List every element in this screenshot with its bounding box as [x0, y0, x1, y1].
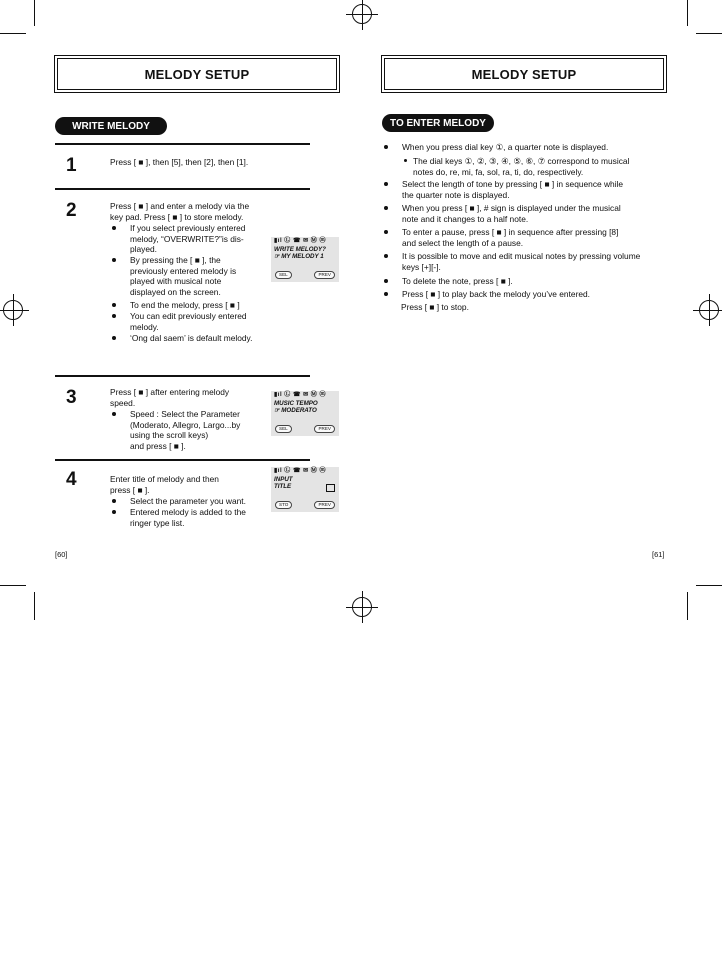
crop-mark	[696, 33, 722, 34]
soft-key-right: PREV	[314, 271, 335, 279]
text-line: note and it changes to a half note.	[402, 213, 529, 224]
text-line: Enter title of melody and then	[110, 474, 219, 484]
crop-mark	[687, 0, 688, 26]
bullet	[384, 279, 388, 283]
screen-line-2: ☞ MY MELODY 1	[274, 253, 324, 260]
soft-key-right: PREV	[314, 501, 335, 509]
step-divider	[55, 459, 310, 461]
text-line: The dial keys ①, ②, ③, ④, ⑤, ⑥, ⑦ correspond to musical	[413, 156, 630, 166]
bullet	[112, 314, 116, 318]
text-line: melody, “OVERWRITE?”is dis-	[130, 233, 244, 244]
list-item	[130, 255, 236, 297]
text-line: ringer type list.	[130, 517, 185, 528]
soft-key-right: PREV	[314, 425, 335, 433]
bullet	[112, 258, 116, 262]
step-number: 1	[66, 155, 77, 176]
registration-mark	[352, 597, 372, 617]
list-item	[402, 289, 590, 300]
list-item	[402, 251, 640, 272]
step-divider	[55, 188, 310, 190]
phone-screen-write-melody	[271, 237, 339, 282]
step-4-text	[110, 474, 270, 495]
page-number-right: [61]	[652, 550, 665, 559]
right-page-header	[381, 55, 667, 93]
list-item	[130, 409, 240, 451]
text-line: and select the length of a pause.	[402, 237, 524, 248]
list-item	[130, 333, 252, 344]
text-line: the quarter note is displayed.	[402, 189, 510, 200]
bullet	[384, 182, 388, 186]
step-number: 3	[66, 387, 77, 408]
left-page-title: MELODY SETUP	[57, 58, 337, 90]
crop-mark	[0, 585, 26, 586]
bullet	[384, 145, 388, 149]
text-line: melody.	[130, 321, 159, 332]
text-line: It is possible to move and edit musical notes by pressing volume	[402, 251, 641, 261]
text-line: Press [ ■ ], then [5], then [2], then [1].	[110, 157, 249, 167]
crop-mark	[696, 585, 722, 586]
text-line: Select the parameter you want.	[130, 496, 246, 506]
step-number: 4	[66, 469, 77, 490]
bullet	[384, 230, 388, 234]
list-item	[402, 203, 621, 224]
list-item	[401, 302, 469, 313]
right-page-title: MELODY SETUP	[384, 58, 664, 90]
left-page-header	[54, 55, 340, 93]
text-line: When you press dial key ①, a quarter note is displayed.	[402, 142, 609, 152]
list-item	[130, 507, 246, 528]
screen-line-1: WRITE MELODY?	[274, 246, 326, 253]
text-line: By pressing the [ ■ ], the	[130, 255, 221, 265]
registration-mark	[699, 300, 719, 320]
text-line: Press [ ■ ] to stop.	[401, 302, 469, 312]
bullet	[112, 510, 116, 514]
text-line: You can edit previously entered	[130, 311, 247, 321]
text-line: Speed : Select the Parameter	[130, 409, 240, 419]
text-line: Entered melody is added to the	[130, 507, 246, 517]
text-line: previously entered melody is	[130, 265, 237, 276]
text-line: To end the melody, press [ ■ ]	[130, 300, 240, 310]
bullet	[384, 292, 388, 296]
phone-screen-input-title	[271, 467, 339, 512]
status-icons: ▮ıl Ⓛ ☎ ✉ Ⓜ ⓜ	[274, 238, 326, 244]
input-mode-icon	[326, 484, 335, 492]
registration-mark	[352, 4, 372, 24]
text-line: key pad. Press [ ■ ] to store melody.	[110, 211, 244, 222]
bullet	[384, 254, 388, 258]
list-item	[130, 311, 247, 332]
status-icons: ▮ıl Ⓛ ☎ ✉ Ⓜ ⓜ	[274, 392, 326, 398]
step-1-text	[110, 157, 310, 168]
text-line: Press [ ■ ] to play back the melody you’ve entered.	[402, 289, 591, 299]
text-line: Select the length of tone by pressing [ ■ ] in sequence while	[402, 179, 624, 189]
crop-mark	[687, 592, 688, 620]
list-item	[402, 227, 618, 248]
text-line: If you select previously entered	[130, 223, 246, 233]
text-line: using the scroll keys)	[130, 430, 209, 441]
text-line: displayed on the screen.	[130, 286, 221, 297]
text-line: Press [ ■ ] and enter a melody via the	[110, 201, 250, 211]
step-divider	[55, 375, 310, 377]
crop-mark	[34, 592, 35, 620]
list-item	[402, 179, 623, 200]
list-item	[130, 300, 240, 311]
status-icons: ▮ıl Ⓛ ☎ ✉ Ⓜ ⓜ	[274, 468, 326, 474]
screen-line-1: INPUT	[274, 476, 293, 483]
text-line: ‘Ong dal saem’ is default melody.	[130, 333, 253, 343]
soft-key-left: SEL	[275, 425, 292, 433]
registration-mark	[3, 300, 23, 320]
list-item	[402, 276, 513, 287]
screen-line-1: MUSIC TEMPO	[274, 400, 318, 407]
bullet	[112, 336, 116, 340]
phone-screen-music-tempo	[271, 391, 339, 436]
list-item	[402, 142, 608, 153]
text-line: To delete the note, press [ ■ ].	[402, 276, 513, 286]
text-line: When you press [ ■ ], # sign is displayed under the musical	[402, 203, 621, 213]
text-line: speed.	[110, 397, 136, 408]
step-3-text	[110, 387, 270, 408]
bullet	[112, 412, 116, 416]
crop-mark	[34, 0, 35, 26]
step-2-text	[110, 201, 285, 222]
section-label-write-melody: WRITE MELODY	[55, 117, 167, 135]
bullet	[112, 499, 116, 503]
text-line: Press [ ■ ] after entering melody	[110, 387, 230, 397]
sub-bullet	[404, 159, 407, 162]
bullet	[384, 206, 388, 210]
screen-line-2: ☞ MODERATO	[274, 407, 317, 414]
list-item	[130, 223, 245, 255]
section-label-to-enter-melody: TO ENTER MELODY	[382, 114, 494, 132]
text-line: press [ ■ ].	[110, 484, 150, 495]
text-line: (Moderato, Allegro, Largo...by	[130, 419, 241, 430]
text-line: To enter a pause, press [ ■ ] in sequence after pressing [8]	[402, 227, 619, 237]
screen-line-2: TITLE	[274, 483, 292, 490]
list-item	[413, 156, 629, 177]
bullet	[112, 303, 116, 307]
step-divider	[55, 143, 310, 145]
soft-key-left: SEL	[275, 271, 292, 279]
text-line: played.	[130, 244, 158, 255]
bullet	[112, 226, 116, 230]
crop-mark	[0, 33, 26, 34]
text-line: keys [+][-].	[402, 261, 441, 272]
text-line: played with musical note	[130, 276, 222, 287]
text-line: and press [ ■ ].	[130, 440, 186, 451]
step-number: 2	[66, 200, 77, 221]
list-item	[130, 496, 246, 507]
text-line: notes do, re, mi, fa, sol, ra, ti, do, respectively.	[413, 166, 584, 177]
soft-key-left: STO	[275, 501, 292, 509]
page-number-left: [60]	[55, 550, 68, 559]
